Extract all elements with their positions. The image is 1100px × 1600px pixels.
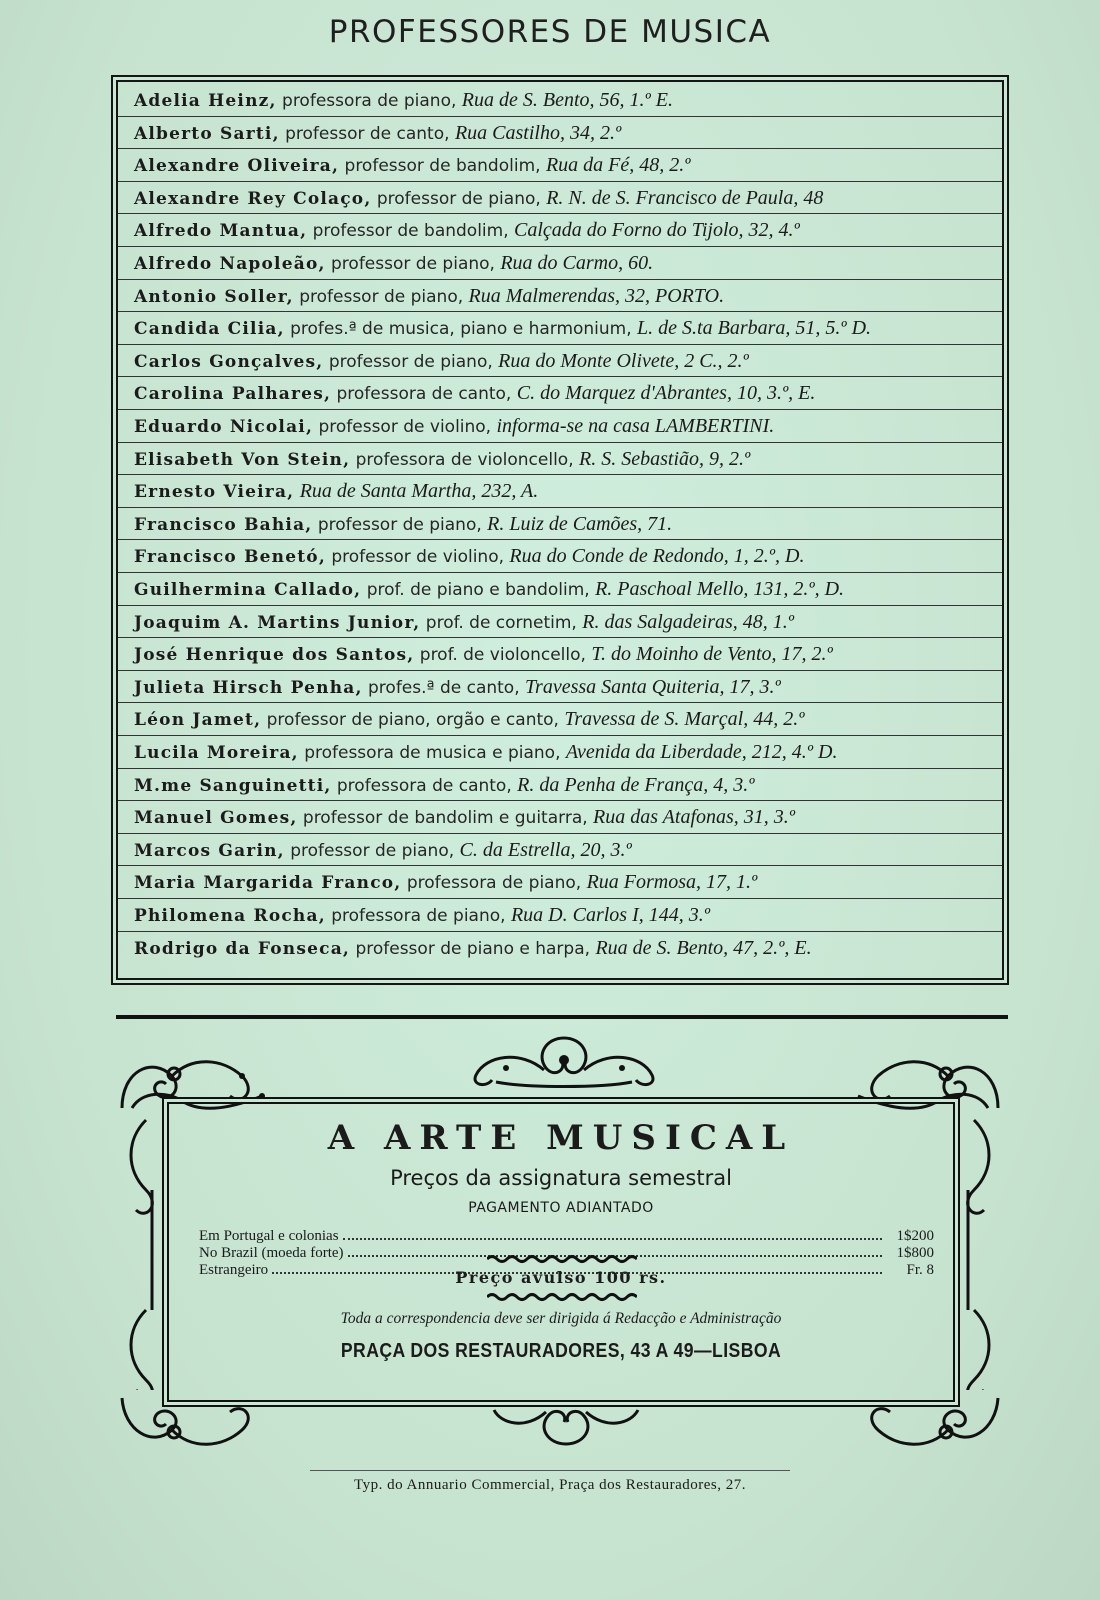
- ornament-right-side-icon: [956, 1110, 1004, 1390]
- teacher-name: Alexandre Oliveira,: [134, 156, 340, 177]
- teacher-name: Elisabeth Von Stein,: [134, 449, 351, 470]
- teacher-address: Rua Castilho, 34, 2.º: [454, 121, 622, 144]
- teacher-description: profes.ª de musica, piano e harmonium,: [284, 319, 638, 340]
- dot-leader: [343, 1238, 882, 1240]
- teacher-name: Alfredo Mantua,: [134, 221, 308, 242]
- list-item: [118, 182, 1002, 215]
- teacher-address: R. N. de S. Francisco de Paula, 48: [546, 186, 824, 209]
- teacher-description: professor de bandolim,: [307, 221, 515, 242]
- list-item: [118, 801, 1002, 834]
- teacher-name: José Henrique dos Santos,: [134, 645, 415, 666]
- teacher-address: Rua de S. Bento, 47, 2.º, E.: [595, 936, 812, 959]
- price-value: 1$800: [896, 1245, 934, 1261]
- teacher-name: Francisco Bahia,: [134, 514, 313, 535]
- list-item: [118, 866, 1002, 899]
- teacher-name: Carlos Gonçalves,: [134, 351, 324, 372]
- single-issue-price: Preço avulso 100 rs.: [455, 1268, 667, 1287]
- teacher-name: Léon Jamet,: [134, 710, 262, 731]
- teacher-description: professor de violino,: [325, 547, 510, 568]
- teacher-description: professor de piano,: [284, 840, 460, 861]
- wave-divider-top-icon: [487, 1254, 637, 1264]
- teacher-name: Marcos Garin,: [134, 840, 285, 861]
- teacher-address: Rua do Monte Olivete, 2 C., 2.º: [498, 349, 749, 372]
- list-item: [118, 736, 1002, 769]
- teacher-name: M.me Sanguinetti,: [134, 775, 332, 796]
- teacher-address: L. de S.ta Barbara, 51, 5.º D.: [637, 317, 872, 340]
- price-row: [199, 1228, 934, 1245]
- teacher-description: professora de canto,: [331, 384, 517, 405]
- teacher-description: prof. de violoncello,: [414, 645, 592, 666]
- list-item: [118, 475, 1002, 508]
- advert-subtitle: Preços da assignatura semestral: [390, 1166, 732, 1190]
- list-item: [118, 834, 1002, 867]
- teacher-description: prof. de piano e bandolim,: [361, 580, 596, 600]
- list-item: [118, 540, 1002, 573]
- teacher-address: Rua do Conde de Redondo, 1, 2.º, D.: [509, 545, 805, 568]
- teacher-description: profes.ª de canto,: [362, 677, 526, 698]
- teacher-description: professor de canto,: [279, 123, 455, 144]
- teacher-directory: [116, 80, 1004, 980]
- teacher-address: Rua de Santa Martha, 232, A.: [299, 480, 539, 503]
- list-item: [118, 410, 1002, 443]
- list-item: [118, 149, 1002, 182]
- subscription-advert: [167, 1102, 955, 1402]
- footer-rule: [310, 1470, 790, 1471]
- list-item: [118, 508, 1002, 541]
- list-item: [118, 443, 1002, 476]
- teacher-address: R. da Penha de França, 4, 3.º: [517, 773, 755, 796]
- teacher-description: professor de piano,: [323, 351, 499, 372]
- teacher-name: Joaquim A. Martins Junior,: [134, 612, 421, 633]
- list-item: [118, 312, 1002, 345]
- teacher-name: Manuel Gomes,: [134, 808, 298, 829]
- teacher-description: professora de piano,: [276, 91, 462, 111]
- price-label: Estrangeiro: [199, 1262, 269, 1278]
- ornament-left-side-icon: [116, 1110, 164, 1390]
- teacher-address: Travessa Santa Quiteria, 17, 3.º: [525, 675, 781, 698]
- teacher-name: Alberto Sarti,: [134, 123, 280, 144]
- teacher-name: Adelia Heinz,: [134, 91, 277, 111]
- teacher-description: professor de piano e harpa,: [350, 938, 596, 959]
- teacher-address: R. S. Sebastião, 9, 2.º: [579, 447, 751, 470]
- teacher-address: informa-se na casa LAMBERTINI.: [496, 415, 775, 437]
- teacher-description: professor de piano,: [325, 254, 501, 274]
- teacher-address: Travessa de S. Marçal, 44, 2.º: [564, 708, 805, 731]
- teacher-description: professor de piano, orgão e canto,: [261, 710, 565, 731]
- teacher-name: Candida Cilia,: [134, 319, 285, 340]
- teacher-description: professora de canto,: [331, 775, 518, 796]
- list-item: [118, 932, 1002, 965]
- teacher-description: professor de violino,: [313, 417, 497, 437]
- teacher-address: Rua Malmerendas, 32, PORTO.: [468, 284, 725, 307]
- teacher-name: Alexandre Rey Colaço,: [134, 188, 372, 209]
- list-item: [118, 573, 1002, 606]
- payment-note: PAGAMENTO ADIANTADO: [468, 1200, 654, 1216]
- teacher-name: Antonio Soller,: [134, 286, 294, 307]
- teacher-address: R. Luiz de Camões, 71.: [487, 512, 673, 535]
- list-item: [118, 247, 1002, 280]
- teacher-name: Alfredo Napoleão,: [134, 254, 326, 274]
- teacher-address: Rua do Carmo, 60.: [500, 252, 654, 274]
- teacher-name: Rodrigo da Fonseca,: [134, 938, 351, 959]
- price-label: Em Portugal e colonias: [199, 1228, 339, 1244]
- list-item: [118, 899, 1002, 932]
- teacher-description: professor de piano,: [371, 188, 547, 209]
- teacher-address: Rua D. Carlos I, 144, 3.º: [510, 904, 710, 926]
- teacher-name: Francisco Benetó,: [134, 547, 326, 568]
- list-item: [118, 345, 1002, 378]
- advert-address: PRAÇA DOS RESTAURADORES, 43 A 49—LISBOA: [340, 1340, 782, 1362]
- list-item: [118, 117, 1002, 150]
- teacher-address: Rua Formosa, 17, 1.º: [586, 871, 758, 894]
- ornament-top-center-icon: [466, 1030, 662, 1092]
- list-item: [118, 769, 1002, 802]
- teacher-description: professor de piano,: [293, 286, 469, 307]
- teacher-description: professor de bandolim e guitarra,: [297, 808, 594, 829]
- list-item: [118, 638, 1002, 671]
- teacher-address: C. do Marquez d'Abrantes, 10, 3.º, E.: [516, 382, 816, 405]
- price-label: No Brazil (moeda forte): [199, 1245, 344, 1261]
- list-item: [118, 84, 1002, 117]
- section-divider: [116, 1015, 1008, 1019]
- teacher-description: professora de violoncello,: [350, 449, 580, 470]
- teacher-address: C. da Estrella, 20, 3.º: [459, 838, 632, 861]
- page-title: PROFESSORES DE MUSICA: [328, 14, 772, 50]
- list-item: [118, 606, 1002, 639]
- ornament-bottom-center-icon: [486, 1400, 646, 1450]
- list-item: [118, 280, 1002, 313]
- teacher-name: Julieta Hirsch Penha,: [134, 677, 363, 698]
- correspondence-note: Toda a correspondencia deve ser dirigida á Redacção e Administração: [340, 1310, 782, 1327]
- teacher-description: professor de piano,: [312, 514, 488, 535]
- list-item: [118, 703, 1002, 736]
- list-item: [118, 377, 1002, 410]
- teacher-description: professora de piano,: [401, 873, 587, 894]
- teacher-description: prof. de cornetim,: [420, 612, 583, 633]
- teacher-address: Rua da Fé, 48, 2.º: [545, 154, 691, 177]
- list-item: [118, 671, 1002, 704]
- list-item: [118, 214, 1002, 247]
- teacher-address: Calçada do Forno do Tijolo, 32, 4.º: [514, 219, 800, 242]
- price-value: Fr. 8: [906, 1262, 934, 1278]
- wave-divider-bottom-icon: [487, 1292, 637, 1302]
- teacher-description: professor de bandolim,: [339, 156, 546, 177]
- teacher-name: Eduardo Nicolai,: [134, 417, 314, 437]
- teacher-address: Rua das Atafonas, 31, 3.º: [593, 806, 795, 829]
- teacher-address: R. das Salgadeiras, 48, 1.º: [582, 610, 795, 633]
- teacher-address: R. Paschoal Mello, 131, 2.º, D.: [595, 578, 845, 600]
- teacher-address: Avenida da Liberdade, 212, 4.º D.: [565, 741, 838, 763]
- teacher-name: Philomena Rocha,: [134, 906, 326, 926]
- teacher-name: Carolina Palhares,: [134, 384, 332, 405]
- price-value: 1$200: [896, 1228, 934, 1244]
- teacher-name: Maria Margarida Franco,: [134, 873, 402, 894]
- teacher-name: Guilhermina Callado,: [134, 580, 362, 600]
- teacher-name: Ernesto Vieira,: [134, 482, 295, 503]
- teacher-name: Lucila Moreira,: [134, 743, 299, 763]
- teacher-address: Rua de S. Bento, 56, 1.º E.: [461, 89, 673, 111]
- teacher-description: professora de piano,: [325, 906, 511, 926]
- advert-title: A ARTE MUSICAL: [327, 1118, 795, 1158]
- teacher-description: professora de musica e piano,: [298, 743, 566, 763]
- printer-footer: Typ. do Annuario Commercial, Praça dos Restauradores, 27.: [354, 1477, 746, 1493]
- teacher-address: T. do Moinho de Vento, 17, 2.º: [591, 643, 833, 666]
